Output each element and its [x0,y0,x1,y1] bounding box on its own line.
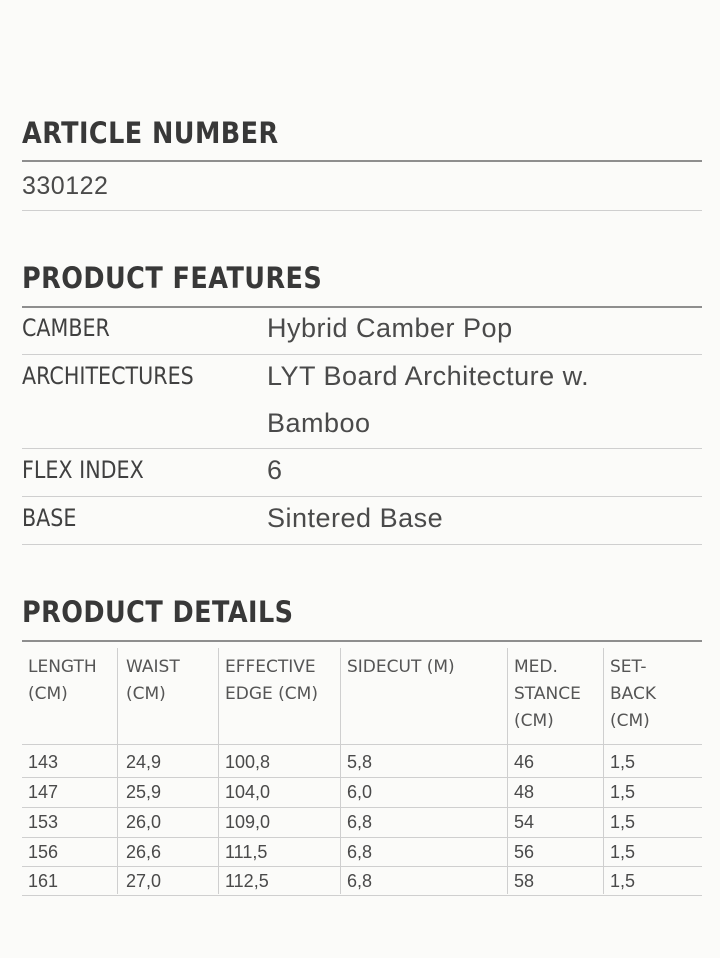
table-cell-effective-edge: 112,5 [225,871,269,891]
table-cell-sidecut: 6,8 [347,871,373,891]
column-separator [117,648,118,894]
feature-value-architectures: LYT Board Architecture w. [267,361,590,391]
column-header-med-stance: MED. STANCE (CM) [514,657,581,731]
table-cell-effective-edge: 111,5 [225,842,268,862]
table-cell-length: 156 [28,842,59,862]
divider [22,777,702,778]
column-separator [340,648,341,894]
table-cell-waist: 27,0 [126,871,162,891]
table-cell-setback: 1,5 [610,782,636,802]
table-cell-med-stance: 48 [514,782,535,802]
table-cell-waist: 25,9 [126,782,162,802]
product-details-heading: PRODUCT DETAILS [22,595,294,629]
table-cell-setback: 1,5 [610,871,636,891]
divider [22,306,702,308]
product-features-heading: PRODUCT FEATURES [22,261,323,295]
table-cell-med-stance: 58 [514,871,535,891]
table-cell-length: 161 [28,871,59,891]
table-cell-sidecut: 5,8 [347,752,373,772]
table-cell-effective-edge: 100,8 [225,752,271,772]
feature-value-base: Sintered Base [267,503,444,533]
article-number-heading: ARTICLE NUMBER [22,116,279,150]
table-cell-waist: 26,0 [126,812,162,832]
table-cell-effective-edge: 109,0 [225,812,271,832]
table-cell-sidecut: 6,0 [347,782,373,802]
divider [22,354,702,355]
table-cell-med-stance: 54 [514,812,535,832]
divider [22,895,702,896]
table-cell-setback: 1,5 [610,752,636,772]
table-cell-length: 147 [28,782,59,802]
table-cell-length: 143 [28,752,59,772]
table-cell-waist: 26,6 [126,842,162,862]
table-cell-med-stance: 56 [514,842,535,862]
column-separator [603,648,604,894]
divider [22,496,702,497]
divider [22,210,702,211]
divider [22,744,702,745]
column-separator [218,648,219,894]
feature-value-camber: Hybrid Camber Pop [267,313,513,343]
divider [22,544,702,545]
divider [22,448,702,449]
divider [22,807,702,808]
column-header-length: LENGTH (CM) [28,657,97,704]
feature-label-architectures: ARCHITECTURES [22,362,194,390]
table-cell-setback: 1,5 [610,812,636,832]
table-cell-med-stance: 46 [514,752,535,772]
column-header-setback: SET- BACK (CM) [610,657,657,731]
column-header-sidecut: SIDECUT (M) [347,657,455,677]
table-cell-setback: 1,5 [610,842,636,862]
column-header-waist: WAIST (CM) [126,657,180,704]
feature-value-flex-index: 6 [267,455,283,485]
divider [22,640,702,642]
divider [22,866,702,867]
table-cell-length: 153 [28,812,59,832]
table-cell-sidecut: 6,8 [347,842,373,862]
column-separator [507,648,508,894]
column-header-effective-edge: EFFECTIVE EDGE (CM) [225,657,318,704]
table-cell-sidecut: 6,8 [347,812,373,832]
divider [22,160,702,162]
feature-value-architectures-line2: Bamboo [267,408,371,438]
article-number-value: 330122 [22,172,109,200]
table-cell-effective-edge: 104,0 [225,782,271,802]
divider [22,837,702,838]
feature-label-base: BASE [22,504,77,532]
table-cell-waist: 24,9 [126,752,162,772]
feature-label-flex-index: FLEX INDEX [22,456,144,484]
feature-label-camber: CAMBER [22,314,110,342]
